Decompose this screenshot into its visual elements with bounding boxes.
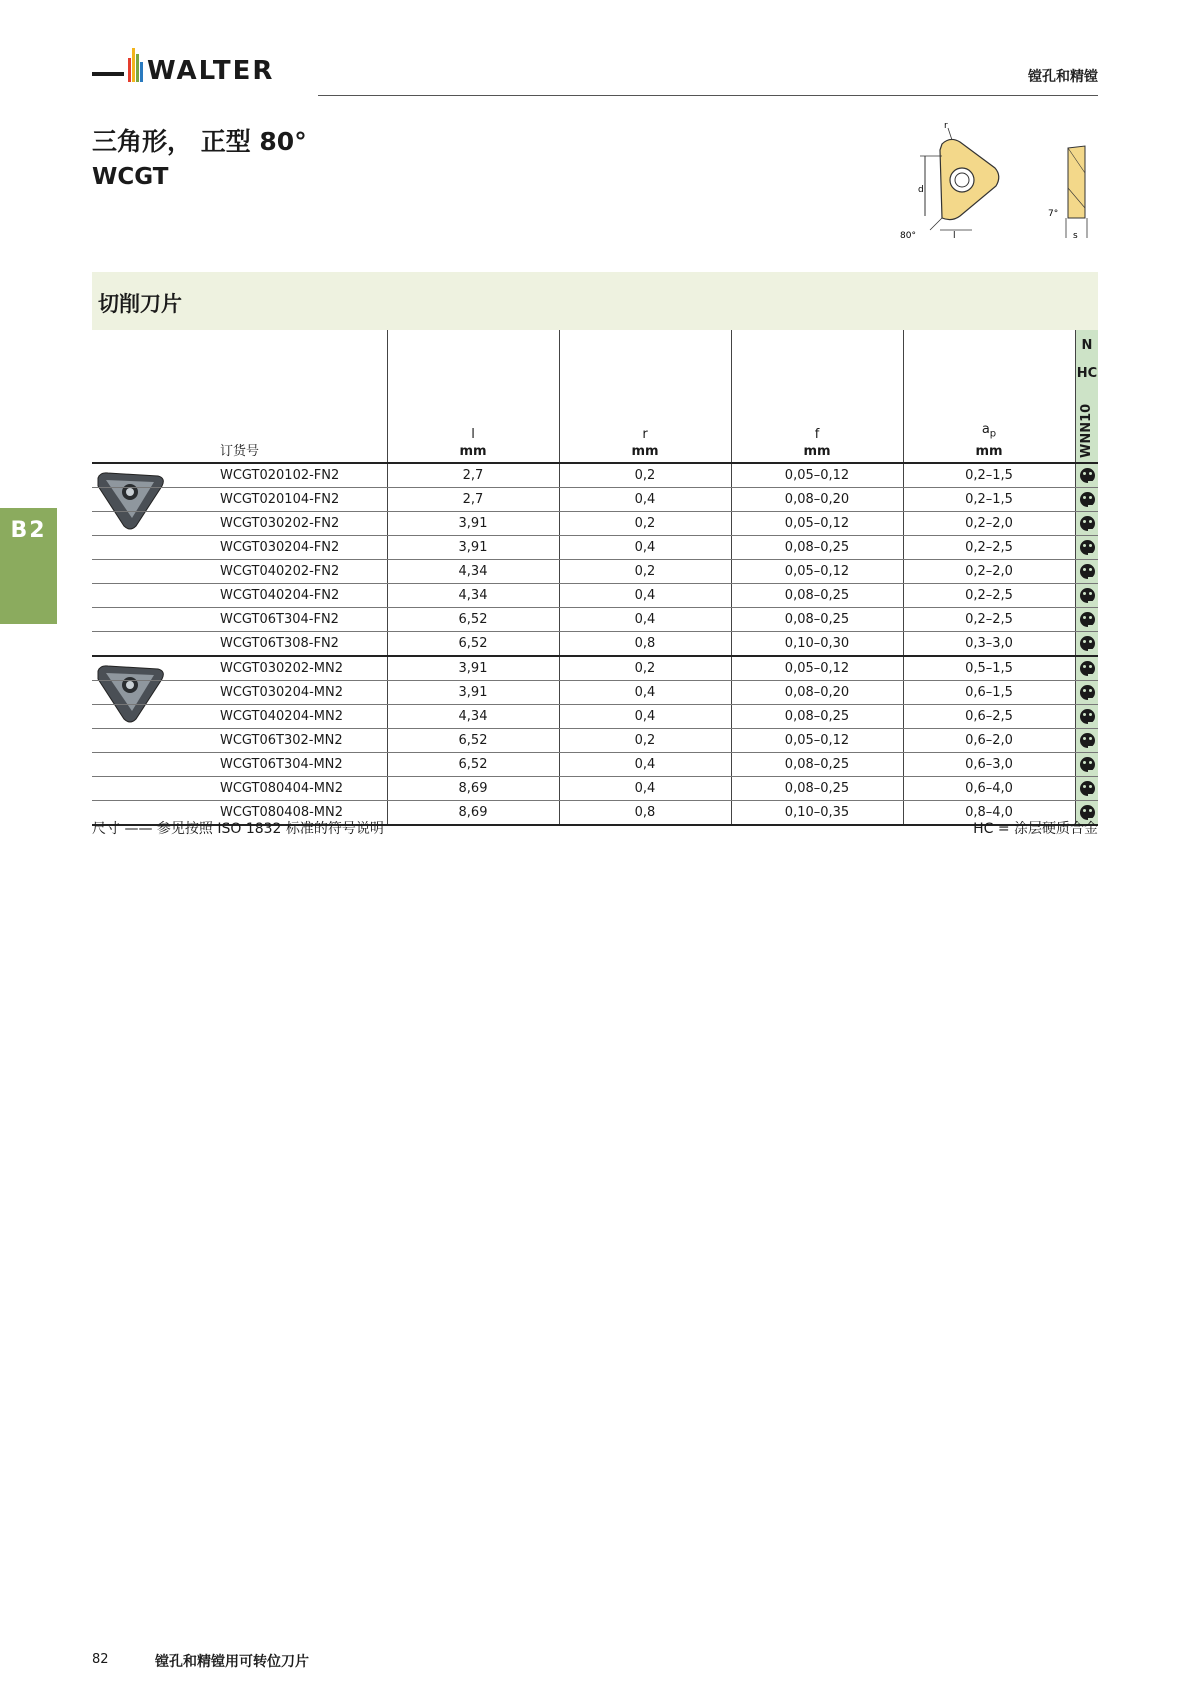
grade-label: WNN10 (1079, 403, 1094, 458)
primary-application-icon (1080, 540, 1095, 555)
order-number: WCGT06T304-FN2 (220, 612, 339, 627)
table-row (92, 512, 1098, 536)
table-header (92, 330, 1098, 464)
cell-f: 0,10–0,35 (784, 805, 850, 820)
cell-ap: 0,2–2,0 (965, 516, 1013, 531)
header-f: f mm (803, 427, 831, 459)
cell-l: 8,69 (458, 805, 488, 820)
table-row (92, 608, 1098, 632)
cell-f: 0,05–0,12 (784, 468, 850, 483)
grade-mark-cell (1076, 584, 1098, 607)
cell-f: 0,08–0,25 (784, 588, 850, 603)
grade-mark-cell (1076, 777, 1098, 800)
cell-ap: 0,6–1,5 (965, 685, 1013, 700)
insert-table (92, 330, 1098, 826)
cell-r: 0,4 (634, 612, 656, 627)
primary-application-icon (1080, 492, 1095, 507)
grade-mark-cell (1076, 536, 1098, 559)
grade-mark-cell (1076, 464, 1098, 487)
cell-f: 0,08–0,25 (784, 540, 850, 555)
grade-mark-cell (1076, 753, 1098, 776)
cell-f: 0,05–0,12 (784, 564, 850, 579)
insert-geometry-diagram (880, 118, 1100, 248)
header-ap: $a_p$ mm (975, 422, 1003, 459)
primary-application-icon (1080, 468, 1095, 483)
order-number: WCGT020104-FN2 (220, 492, 340, 507)
order-number: WCGT030202-FN2 (220, 516, 340, 531)
cell-ap: 0,3–3,0 (965, 636, 1013, 651)
grade-mark-cell (1076, 705, 1098, 728)
material-label: N (1081, 338, 1093, 353)
grade-mark-cell (1076, 657, 1098, 680)
primary-application-icon (1080, 757, 1095, 772)
cell-l: 2,7 (462, 468, 484, 483)
cell-f: 0,05–0,12 (784, 516, 850, 531)
table-row (92, 705, 1098, 729)
order-number: WCGT06T308-FN2 (220, 636, 339, 651)
diagram-label-d: d (918, 185, 924, 195)
cell-r: 0,2 (634, 661, 656, 676)
cell-ap: 0,6–2,0 (965, 733, 1013, 748)
cell-l: 6,52 (458, 757, 488, 772)
cell-f: 0,05–0,12 (784, 733, 850, 748)
cell-f: 0,08–0,25 (784, 709, 850, 724)
grade-mark-cell (1076, 608, 1098, 631)
cell-r: 0,2 (634, 733, 656, 748)
cell-r: 0,8 (634, 805, 656, 820)
diagram-label-s: s (1073, 231, 1078, 241)
cell-l: 2,7 (462, 492, 484, 507)
table-row (92, 560, 1098, 584)
grade-mark-cell (1076, 632, 1098, 655)
cell-l: 3,91 (458, 661, 488, 676)
cell-ap: 0,5–1,5 (965, 661, 1013, 676)
cell-ap: 0,6–3,0 (965, 757, 1013, 772)
insert-group-mn2 (92, 657, 1098, 826)
table-row (92, 464, 1098, 488)
cell-ap: 0,2–1,5 (965, 468, 1013, 483)
table-row (92, 777, 1098, 801)
cell-f: 0,08–0,25 (784, 781, 850, 796)
cell-f: 0,08–0,20 (784, 685, 850, 700)
cell-r: 0,4 (634, 709, 656, 724)
order-number: WCGT040202-FN2 (220, 564, 340, 579)
primary-application-icon (1080, 612, 1095, 627)
grade-mark-cell (1076, 729, 1098, 752)
page-subtitle-code: WCGT (92, 164, 169, 190)
primary-application-icon (1080, 685, 1095, 700)
logo-text: WALTER (147, 56, 275, 86)
chapter-tab-label: B2 (10, 518, 47, 543)
cell-f: 0,08–0,25 (784, 612, 850, 627)
primary-application-icon (1080, 781, 1095, 796)
footnote-dimensions: 尺寸 —— 参见按照 ISO 1832 标准的符号说明 (92, 821, 384, 837)
cell-f: 0,08–0,20 (784, 492, 850, 507)
grade-mark-cell (1076, 681, 1098, 704)
page-title: 三角形， 正型 80° (92, 127, 307, 156)
grade-mark-cell (1076, 560, 1098, 583)
cell-f: 0,08–0,25 (784, 757, 850, 772)
diagram-label-clearance: 7° (1048, 209, 1059, 219)
cell-ap: 0,8–4,0 (965, 805, 1013, 820)
order-number: WCGT040204-FN2 (220, 588, 340, 603)
cell-l: 8,69 (458, 781, 488, 796)
cell-r: 0,4 (634, 492, 656, 507)
cell-l: 4,34 (458, 709, 488, 724)
cell-l: 6,52 (458, 733, 488, 748)
diagram-label-l: l (953, 231, 956, 241)
cell-l: 3,91 (458, 685, 488, 700)
cell-r: 0,2 (634, 468, 656, 483)
cell-r: 0,4 (634, 685, 656, 700)
grade-mark-cell (1076, 512, 1098, 535)
primary-application-icon (1080, 588, 1095, 603)
header-order-no: 订货号 (220, 444, 260, 459)
chapter-tab[interactable] (0, 508, 57, 624)
order-number: WCGT080408-MN2 (220, 805, 344, 820)
order-number: WCGT020102-FN2 (220, 468, 340, 483)
order-number: WCGT030204-FN2 (220, 540, 340, 555)
cell-ap: 0,2–2,0 (965, 564, 1013, 579)
order-number: WCGT080404-MN2 (220, 781, 344, 796)
grade-column-header (1076, 330, 1098, 462)
cell-l: 3,91 (458, 516, 488, 531)
header-divider (318, 95, 1098, 96)
page-number: 82 (92, 1652, 109, 1667)
table-row (92, 536, 1098, 560)
cell-r: 0,2 (634, 564, 656, 579)
table-row (92, 657, 1098, 681)
primary-application-icon (1080, 733, 1095, 748)
cell-ap: 0,2–2,5 (965, 588, 1013, 603)
primary-application-icon (1080, 709, 1095, 724)
cell-ap: 0,2–1,5 (965, 492, 1013, 507)
coating-label: HC (1076, 366, 1098, 381)
cell-f: 0,05–0,12 (784, 661, 850, 676)
order-number: WCGT040204-MN2 (220, 709, 344, 724)
cell-l: 6,52 (458, 612, 488, 627)
footnote-coating: HC = 涂层硬质合金 (973, 821, 1098, 837)
table-row (92, 753, 1098, 777)
cell-ap: 0,6–4,0 (965, 781, 1013, 796)
table-row (92, 488, 1098, 512)
order-number: WCGT030204-MN2 (220, 685, 344, 700)
cell-ap: 0,2–2,5 (965, 540, 1013, 555)
table-row (92, 632, 1098, 655)
primary-application-icon (1080, 661, 1095, 676)
cell-l: 4,34 (458, 564, 488, 579)
section-title: 镗孔和精镗 (1028, 69, 1098, 85)
primary-application-icon (1080, 516, 1095, 531)
cell-r: 0,4 (634, 781, 656, 796)
insert-group-fn2 (92, 464, 1098, 657)
cell-l: 3,91 (458, 540, 488, 555)
cell-r: 0,8 (634, 636, 656, 651)
header-r: r mm (631, 427, 659, 459)
order-number: WCGT030202-MN2 (220, 661, 344, 676)
table-row (92, 584, 1098, 608)
section-band-label: 切削刀片 (98, 292, 182, 316)
cell-r: 0,4 (634, 588, 656, 603)
footer-title: 镗孔和精镗用可转位刀片 (155, 1654, 309, 1670)
cell-l: 6,52 (458, 636, 488, 651)
header-l: l mm (459, 427, 487, 459)
table-row (92, 729, 1098, 753)
cell-ap: 0,2–2,5 (965, 612, 1013, 627)
cell-r: 0,2 (634, 516, 656, 531)
primary-application-icon (1080, 636, 1095, 651)
cell-f: 0,10–0,30 (784, 636, 850, 651)
cell-l: 4,34 (458, 588, 488, 603)
grade-mark-cell (1076, 488, 1098, 511)
section-band (92, 272, 1098, 330)
order-number: WCGT06T302-MN2 (220, 733, 343, 748)
cell-r: 0,4 (634, 540, 656, 555)
order-number: WCGT06T304-MN2 (220, 757, 343, 772)
table-row (92, 681, 1098, 705)
diagram-label-angle: 80° (900, 231, 916, 241)
cell-ap: 0,6–2,5 (965, 709, 1013, 724)
primary-application-icon (1080, 564, 1095, 579)
cell-r: 0,4 (634, 757, 656, 772)
diagram-label-r: r (944, 121, 948, 131)
